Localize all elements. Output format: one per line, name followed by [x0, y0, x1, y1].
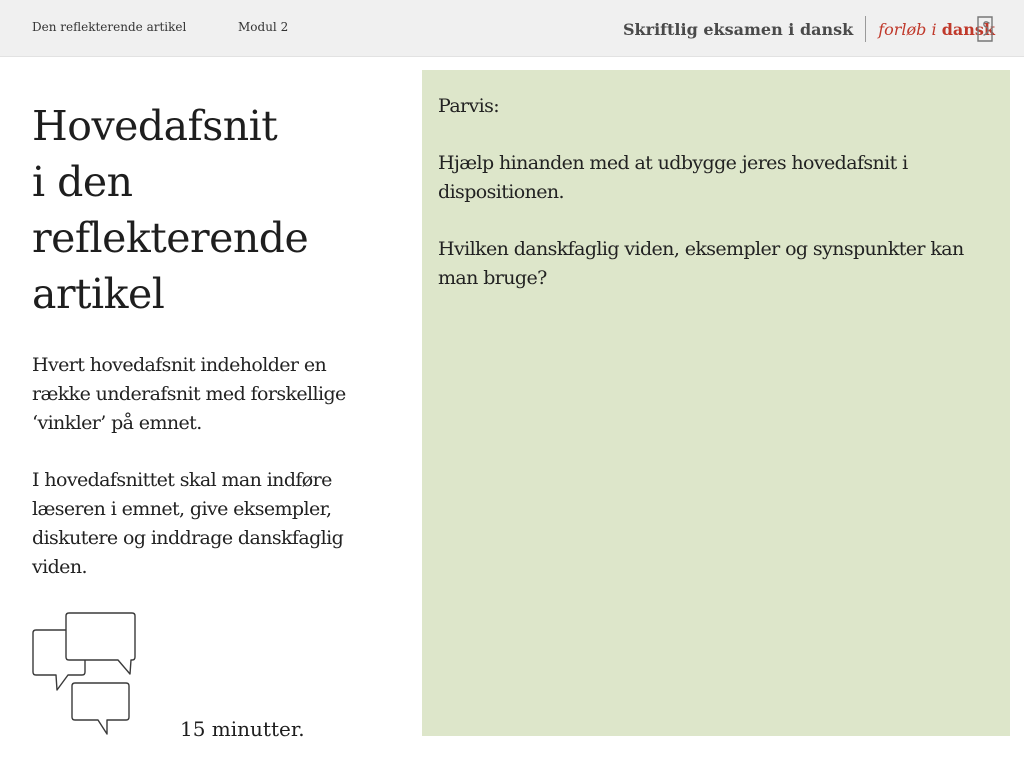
speech-bubbles-icon: [30, 610, 140, 740]
title-line: i den: [32, 158, 133, 206]
task-box: [422, 70, 1010, 736]
title-line: artikel: [32, 270, 165, 318]
brand: [623, 16, 995, 42]
article-label: Den reflekterende artikel: [32, 20, 187, 34]
top-bar: [0, 0, 1024, 57]
title-line: reflekterende: [32, 214, 309, 262]
title-line: Hovedafsnit: [32, 102, 278, 150]
description-paragraph: Hvert hovedafsnit indeholder en række underafsnit med forskellige ‘vinkler’ på emnet.: [32, 354, 346, 434]
swan-logo-icon: [975, 14, 995, 44]
task-instruction: Hjælp hinanden med at udbygge jeres hovedafsnit i dispositionen.: [438, 152, 908, 203]
course-prefix: forløb i: [878, 19, 937, 39]
page-title: [32, 98, 308, 322]
task-intro: Parvis:: [438, 95, 500, 117]
module-label: Modul 2: [238, 20, 289, 34]
description-paragraph: I hovedafsnittet skal man indføre læseren i emnet, give eksempler, diskutere og inddrage danskfaglig viden.: [32, 469, 344, 578]
task-question: Hvilken danskfaglig viden, eksempler og synspunkter kan man bruge?: [438, 238, 964, 289]
brand-title: Skriftlig eksamen i dansk: [623, 19, 854, 39]
course-suffix: dansk: [941, 19, 995, 39]
brand-divider: [865, 16, 866, 42]
duration-label: 15 minutter.: [180, 717, 305, 741]
